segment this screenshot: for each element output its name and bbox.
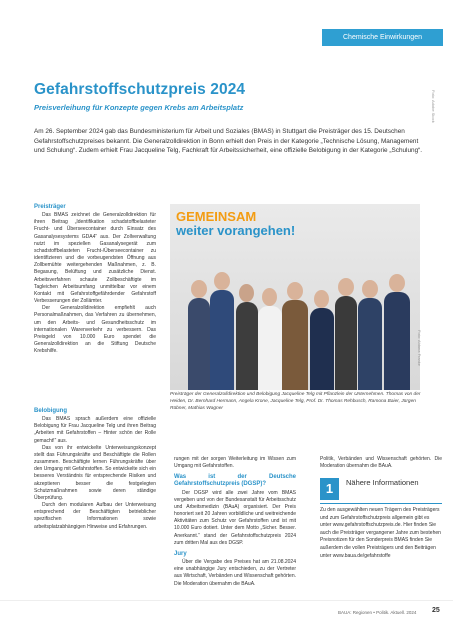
person-head [214,272,230,290]
info-title: Nähere Informationen [346,478,419,487]
person-head [338,278,354,296]
banner-line1: GEMEINSAM [176,209,257,224]
person-figure [335,296,357,390]
person-figure [310,308,334,390]
paragraph: rungen mit der sorgen Weiterleitung im Wissen zum Umgang mit Gefahrstoffen. [174,456,296,470]
footer-rule [0,600,453,601]
info-divider [320,503,442,504]
article-title: Gefahrstoffschutzpreis 2024 [34,81,246,98]
person-figure [236,302,258,390]
info-number-badge: 1 [320,478,339,500]
person-head [191,280,207,298]
person-head [389,274,405,292]
heading-jury: Jury [174,550,187,557]
person-figure [210,290,234,390]
heading-dgsp: Was ist der Deutsche Gefahrstoffschutzpreis (DGSP)? [174,474,296,488]
person-head [239,284,254,302]
column-belobigung [34,408,156,531]
person-figure [188,298,210,390]
column-right-lead [320,456,442,470]
paragraph: Der DGSP wird alle zwei Jahre vom BMAS vergeben und von der Bundesanstalt für Arbeitsschutz und Arbeitsmedizin (BAuA) organisiert. Der Preis honoriert seit 20 Jahren vorbildliche und weitreichende Aktivitäten zum Schutz vor Gefahrstoffen und ist mit 10.000 Euro dotiert. Unter dem Motto „Sicher. Besser. Anerkannt.“ stand der Gefahrstoffschutzpreis 2024 zum dritten Mal aus des DGSP. [174,489,296,546]
paragraph: Durch den modularen Aufbau der Unterweisung entsprechend der Beschäftigten betrieblicher spezifischen Informationen sowie arbeitsplatzabhängigen Hinweise und Erfahrungen. [34,502,156,530]
column-dgsp [174,456,296,588]
award-photo [170,204,420,390]
person-head [262,288,277,306]
person-head [287,282,303,300]
article-intro: Am 26. September 2024 gab das Bundesministerium für Arbeit und Soziales (BMAS) in Stuttgart die Preisträger des 15. Deutschen Gefahrstoffschutzpreises bekannt. Die Generalzolldirektion in Bonn erhielt den Preis in der Kategorie „Technische Lösung, Management und Schulung“. Zudem erhielt Frau Jacqueline Telg, Fachkraft für Arbeitssicherheit, eine offizielle Belobigung in der Kategorie „Schulung“. [34,128,423,155]
person-figure [384,292,410,390]
person-head [314,290,329,308]
banner-line2: weiter vorangehen! [176,223,296,238]
info-text: Zu den ausgewählten neuen Trägern des Preisträgers und zum Gefahrstoffschutzpreis allgemein gibt es unter www.gefahrstoffschutzpreis.de. Hier finden Sie auch die Preisträger vergangener Jahre zum bestehen Preisnotizen für den Sonderpreis BMAS finden Sie außerdem die vollen Preisträgers und den Beiträgen unter www.baua.de/gefahrstoffe [320,507,441,559]
paragraph: Das BMAS sprach außerdem eine offizielle Belobigung für Frau Jacqueline Telg und ihren Beitrag „Arbeiten mit Gefahrstoffen – Hinter schön der Rolle gemacht!“ aus. [34,416,156,444]
info-box-header [320,478,442,500]
column-preistraeger [34,204,156,355]
person-figure [358,298,382,390]
heading-preistraeger: Preisträger [34,204,66,210]
paragraph: Das von ihr entwickelte Unterweisungskonzept stellt das Führungskräfte und Beschäftigte die Rollen zusammen. Beschäftigte lernen Führungskräfte über den Umgang mit Gefahrstoffen. So entwickelte sich ein besseres Verständnis für entsprechende Risiken und akzeptieren besser die festgelegten Schutzmaßnahmen sowie deren ständige Überprüfung. [34,444,156,501]
footer-text: BAUA: Regionen • Politik. Aktuell. 2024 [338,610,417,615]
heading-belobigung: Belobigung [34,408,67,414]
photo-banner [176,210,295,238]
section-tag: Chemische Einwirkungen [322,29,443,46]
person-head [362,280,378,298]
page-number: 25 [432,607,440,614]
side-credit: Foto: Adobe Stock [431,90,436,123]
photo-caption: Preisträger der Generalzolldirektion und Belobigung Jacqueline Telg mit Pflanzlein der Unternehmen. Thomas von der Heiden, Dr. Bernhard Hermann, Angela Krone, Jacqueline Telg, Prof. Dr. Thomas Rehbusch, Ramona Baier, Jürgen Rübner, Mathias Wagner [170,392,421,411]
paragraph: Der Generalzolldirektion empfiehlt auch Personalmaßnahmen, das Verfahren zu übernehmen, um den Arbeits- und Gesundheitsschutz im internationalen Warenverkehr zu verbessern. Das Preisgeld von 10.000 Euro spendet die Generalzolldirektion an die Stiftung Deutsche Krebshilfe. [34,305,156,355]
person-figure [282,300,308,390]
paragraph: Politik, Verbänden und Wissenschaft gehörten. Die Moderation übernahm die BAuA. [320,456,442,470]
person-figure [258,306,282,390]
paragraph: Über die Vergabe des Preises hat am 21.08.2024 eine unabhängige Jury entschieden, zu der Vertreter aus Wirtschaft, Verbänden und Wissenschaft gehörten. Die Moderation übernahm die BAuA. [174,559,297,587]
article-subtitle: Preisverleihung für Konzepte gegen Krebs am Arbeitsplatz [34,103,244,112]
paragraph: Das BMAS zeichnet die Generalzolldirektion für ihren Beitrag „Identifikation schadstoffbelasteter Frucht- und Überseecontainer durch Einsatz des Gasanalysesystems GDA4“ aus. Der Zollverwaltung nutzt im speziellen Gasanalysegerät zum schadstoffbelasteten Frucht-/Überseecontainer zu identifizieren und die vorbeugendsten Öffnung aus Zollbemühte weitergehenden Maßnahmen, z. B. Begasung, Belüftung und zusätzliche Dienst. Arbeitsverfahren schaute Zollbeschäftigte im Tagleichen Arbeitsumfang unmittelbar vor einem Kontakt mit Gefahrstoffgefährdender Gefahrstoff Verbesserungen der Zollämter. [34,212,156,305]
photo-credit: Foto: Aldana Franke [417,330,422,367]
